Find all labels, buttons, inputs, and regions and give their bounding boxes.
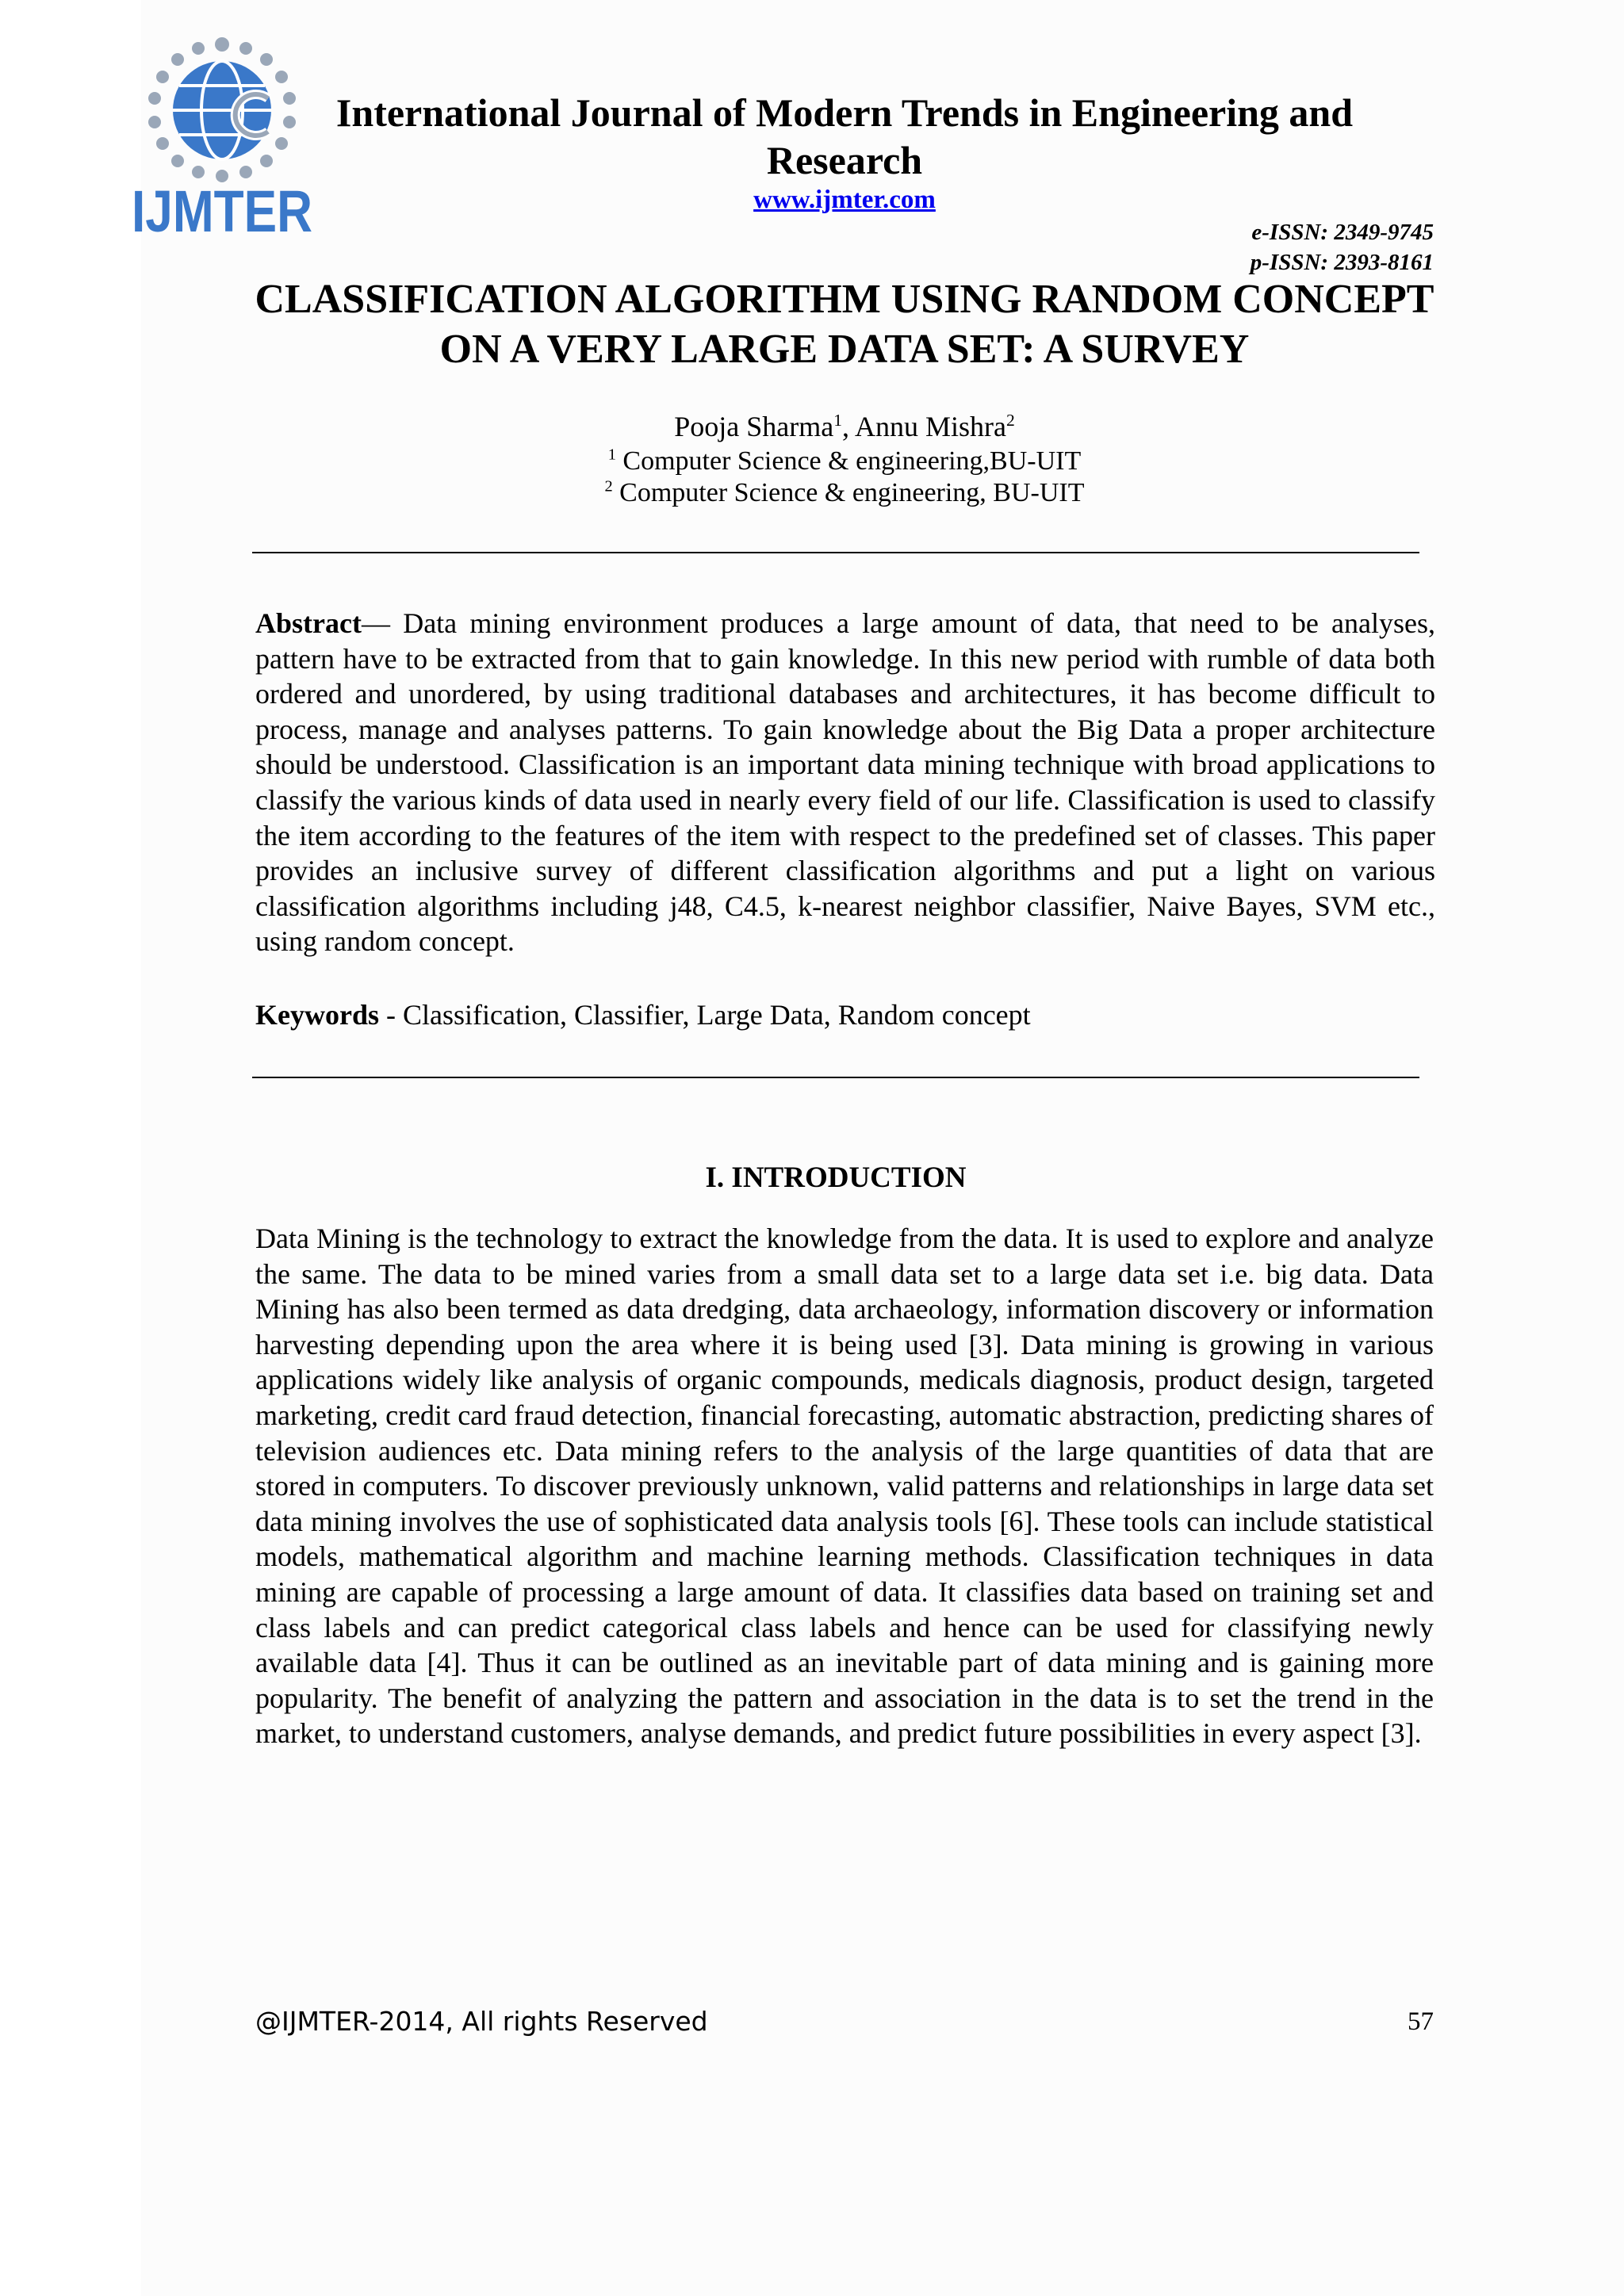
affiliation-marker: 1 xyxy=(607,446,616,464)
divider xyxy=(252,552,1419,553)
affiliation-text: Computer Science & engineering, BU-UIT xyxy=(612,478,1085,507)
abstract-dash: — xyxy=(361,607,404,639)
e-issn: e-ISSN: 2349-9745 xyxy=(1251,220,1434,245)
author-separator: , xyxy=(841,411,855,442)
abstract-label: Abstract xyxy=(255,607,362,639)
author-marker: 1 xyxy=(833,411,842,430)
ijmter-logo xyxy=(127,33,317,244)
affiliation-text: Computer Science & engineering,BU-UIT xyxy=(615,446,1082,476)
affiliation-marker: 2 xyxy=(604,477,613,496)
affiliation xyxy=(238,446,1451,477)
abstract-text: Data mining environment produces a large amount of data, that need to be analyses, pattern have to be extracted from that to gain knowledge. In this new period with rumble of data both ordered and unordered, by using traditional databases and architectures, it has become difficult to process, manage and analyses patterns. To gain knowledge about the Big Data a proper architecture should be understood. Classification is an important data mining technique with broad applications to classify the various kinds of data used in nearly every field of our life. Classification is used to classify the item according to the features of the item with respect to the predefined set of classes. This paper provides an inclusive survey of different classification algorithms and put a light on various classification algorithms including j48, C4.5, k-nearest neighbor classifier, Naive Bayes, SVM etc., using random concept. xyxy=(255,607,1436,958)
keywords-label: Keywords xyxy=(255,999,379,1031)
keywords-text: - Classification, Classifier, Large Data, Random concept xyxy=(379,999,1031,1031)
authors xyxy=(238,409,1451,444)
journal-title: International Journal of Modern Trends in Engineering and Research xyxy=(335,90,1354,182)
p-issn: p-ISSN: 2393-8161 xyxy=(1250,250,1434,275)
introduction-paragraph: Data Mining is the technology to extract the knowledge from the data. It is used to explore and analyze the same. The data to be mined varies from a small data set to a large data set i.e. big data. Data Mining has also been termed as data dredging, data archaeology, information discovery or information harvesting depending upon the area where it is being used [3]. Data mining is growing in various applications widely like analysis of organic compounds, medicals diagnosis, product design, targeted marketing, credit card fraud detection, financial forecasting, automatic abstraction, predicting shares of television audiences etc. Data mining refers to the analysis of the large quantities of data that are stored in computers. To discover previously unknown, valid patterns and relationships in large data set data mining involves the use of sophisticated data analysis tools [6]. These tools can include statistical models, mathematical algorithm and machine learning methods. Classification techniques in data mining are capable of processing a large amount of data. It classifies data based on training set and class labels and can predict categorical class labels and hence can be used for classifying newly available data [4]. Thus it can be outlined as an inevitable part of data mining and is gaining more popularity. The benefit of analyzing the pattern and association in the data is to set the trend in the market, to understand customers, analyse demands, and predict future possibilities in every aspect [3]. xyxy=(255,1223,1434,1750)
journal-url-link[interactable]: www.ijmter.com xyxy=(753,186,936,214)
footer-copyright: @IJMTER-2014, All rights Reserved xyxy=(255,2006,708,2037)
page-number: 57 xyxy=(1408,2007,1434,2036)
affiliation xyxy=(238,477,1451,509)
keywords xyxy=(255,997,1435,1032)
author-name: Annu Mishra xyxy=(855,411,1006,442)
logo-text: IJMTER xyxy=(132,178,312,244)
author-marker: 2 xyxy=(1006,411,1015,430)
divider xyxy=(252,1077,1419,1078)
section-heading: I. INTRODUCTION xyxy=(705,1161,967,1194)
issn-block xyxy=(1251,217,1434,277)
author-name: Pooja Sharma xyxy=(674,411,834,442)
abstract xyxy=(255,606,1435,959)
paper-title: CLASSIFICATION ALGORITHM USING RANDOM CONCEPT ON A VERY LARGE DATA SET: A SURVEY xyxy=(255,277,1434,372)
